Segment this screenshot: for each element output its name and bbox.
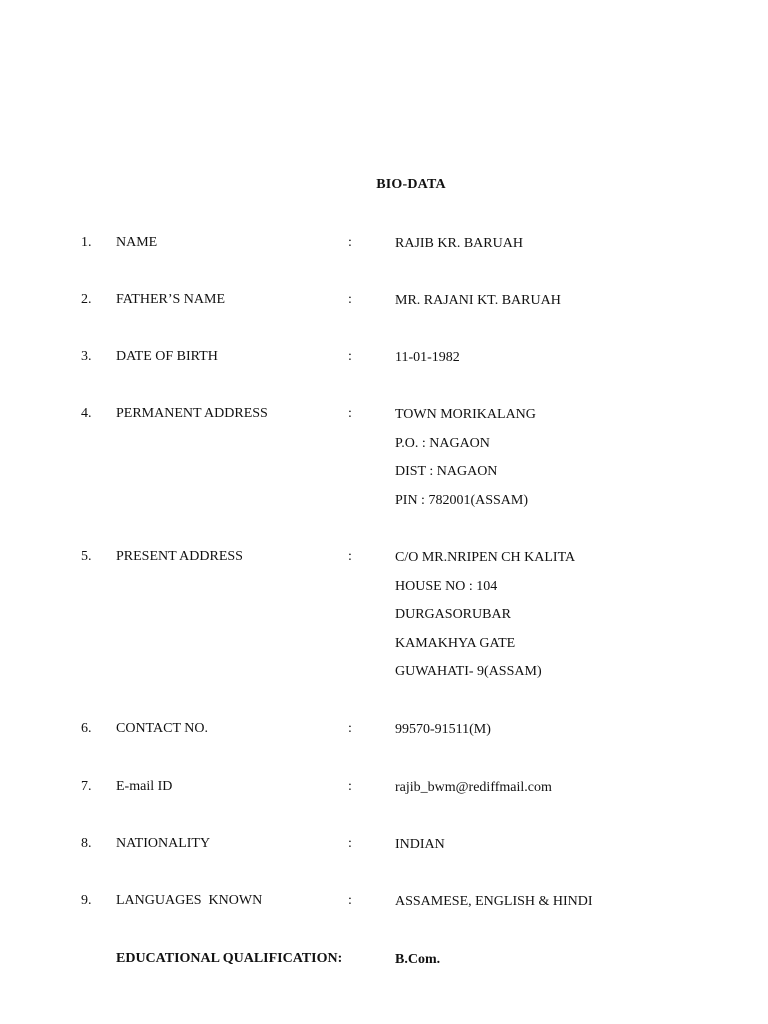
value-line: P.O. : NAGAON <box>395 435 490 451</box>
biodata-row-contact-no <box>0 721 768 741</box>
item-number: 8. <box>81 836 92 851</box>
field-value <box>395 292 561 321</box>
value-line: C/O MR.NRIPEN CH KALITA <box>395 550 576 565</box>
value-line: GUWAHATI- 9(ASSAM) <box>395 664 542 680</box>
value-line: ASSAMESE, ENGLISH & HINDI <box>395 894 593 909</box>
separator-colon: : <box>348 721 352 736</box>
item-number: 9. <box>81 893 92 908</box>
field-value <box>395 235 523 264</box>
item-number: 2. <box>81 292 92 307</box>
value-line: DURGASORUBAR <box>395 607 511 623</box>
document-title: BIO-DATA <box>376 177 446 192</box>
field-label: DATE OF BIRTH <box>116 349 218 364</box>
separator-colon: : <box>348 549 352 564</box>
value-line: TOWN MORIKALANG <box>395 407 536 422</box>
item-number: 4. <box>81 406 92 421</box>
value-line: RAJIB KR. BARUAH <box>395 236 523 251</box>
field-label: PERMANENT ADDRESS <box>116 406 268 421</box>
field-label: CONTACT NO. <box>116 721 208 736</box>
separator-colon: : <box>348 406 352 421</box>
biodata-row-email <box>0 779 768 799</box>
value-line: DIST : NAGAON <box>395 464 498 480</box>
field-label: NATIONALITY <box>116 836 211 851</box>
value-line: 99570-91511(M) <box>395 722 491 737</box>
value-line: KAMAKHYA GATE <box>395 635 516 651</box>
field-label: PRESENT ADDRESS <box>116 549 243 564</box>
separator-colon: : <box>348 836 352 851</box>
value-line: B.Com. <box>395 952 441 967</box>
field-value <box>395 549 575 692</box>
biodata-row-name <box>0 235 768 255</box>
educational-qualification-row <box>0 951 768 971</box>
biodata-row-languages-known <box>0 893 768 913</box>
item-number: 3. <box>81 349 92 364</box>
value-line: HOUSE NO : 104 <box>395 578 498 594</box>
field-value <box>395 721 491 750</box>
value-line: MR. RAJANI KT. BARUAH <box>395 293 561 308</box>
biodata-row-date-of-birth <box>0 349 768 369</box>
education-value <box>395 951 440 980</box>
value-line: PIN : 782001(ASSAM) <box>395 492 529 508</box>
value-line: 11-01-1982 <box>395 350 460 365</box>
separator-colon: : <box>348 349 352 364</box>
value-line: rajib_bwm@rediffmail.com <box>395 780 552 795</box>
separator-colon: : <box>348 893 352 908</box>
biodata-row-fathers-name <box>0 292 768 312</box>
item-number: 5. <box>81 549 92 564</box>
field-value <box>395 349 460 378</box>
biodata-row-nationality <box>0 836 768 856</box>
field-value <box>395 779 552 808</box>
field-value <box>395 893 593 922</box>
biodata-row-present-address <box>0 549 768 680</box>
field-label: FATHER’S NAME <box>116 292 226 307</box>
field-label: NAME <box>116 235 158 250</box>
field-value <box>395 836 445 865</box>
biodata-row-permanent-address <box>0 406 768 508</box>
field-label: LANGUAGES KNOWN <box>116 893 263 908</box>
item-number: 6. <box>81 721 92 736</box>
item-number: 7. <box>81 779 92 794</box>
separator-colon: : <box>348 779 352 794</box>
separator-colon: : <box>348 235 352 250</box>
education-label: EDUCATIONAL QUALIFICATION: <box>116 951 343 966</box>
field-label: E-mail ID <box>116 779 173 794</box>
item-number: 1. <box>81 235 92 250</box>
value-line: INDIAN <box>395 837 445 852</box>
separator-colon: : <box>348 292 352 307</box>
field-value <box>395 406 536 520</box>
